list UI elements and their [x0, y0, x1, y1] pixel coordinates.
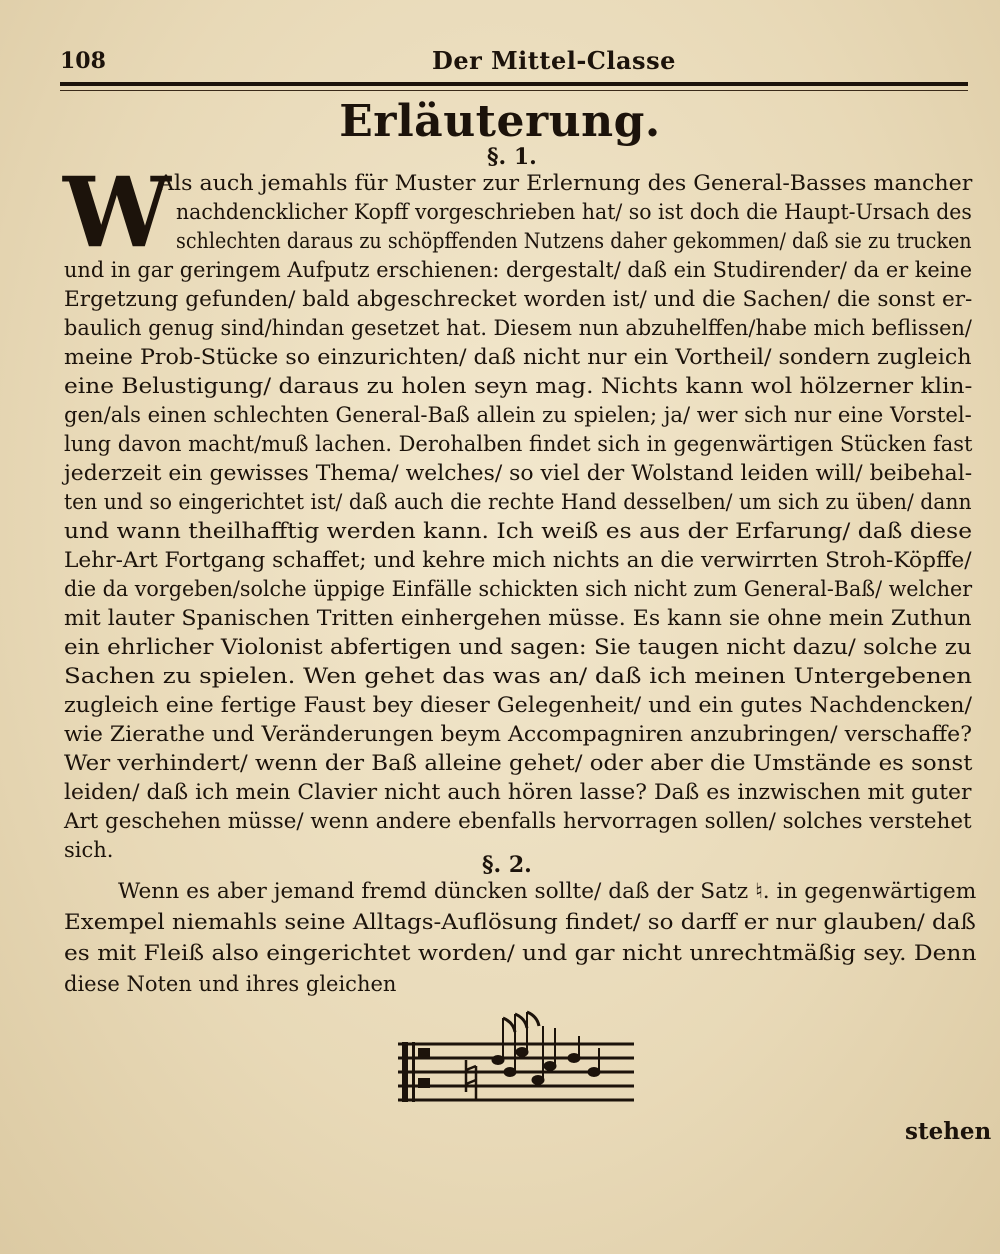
text-line: wie Zierathe und Veränderungen beym Accompagniren anzubringen/ verschaffe?	[64, 722, 973, 746]
text-line: es mit Fleiß also eingerichtet worden/ und gar nicht unrechtmäßig sey. Denn	[64, 941, 977, 965]
dropcap-initial: W	[63, 156, 171, 269]
text-line: und in gar geringem Aufputz erschienen: dergestalt/ daß ein Studirender/ da er keine	[64, 258, 973, 282]
text-line: mit lauter Spanischen Tritten einhergehen müsse. Es kann sie ohne mein Zuthun	[64, 606, 972, 630]
text-line: ten und so eingerichtet ist/ daß auch die rechte Hand desselben/ um sich zu üben/ dann	[64, 490, 972, 514]
page-number: 108	[60, 48, 106, 74]
text-line: Lehr-Art Fortgang schaffet; und kehre mich nichts an die verwirrten Stroh-Köpffe/	[64, 548, 972, 572]
text-line: Art geschehen müsse/ wenn andere ebenfalls hervorragen sollen/ solches verstehet	[64, 809, 972, 833]
text-line: Wenn es aber jemand fremd düncken sollte/ daß der Satz ♮. in gegenwärtigem	[118, 879, 977, 903]
text-line: Exempel niemahls seine Alltags-Auflösung findet/ so darff er nur glauben/ daß	[64, 910, 976, 934]
text-line: ein ehrlicher Violonist abfertigen und sagen: Sie taugen nicht dazu/ solche zu	[64, 635, 972, 659]
text-line: die da vorgeben/solche üppige Einfälle schickten sich nicht zum General-Baß/ welcher	[64, 577, 973, 601]
catchword: stehen	[905, 1118, 992, 1145]
text-line: schlechten daraus zu schöpffenden Nutzens daher gekommen/ daß sie zu trucken	[176, 229, 972, 253]
text-line: lung davon macht/muß lachen. Derohalben findet sich in gegenwärtigen Stücken fast	[64, 432, 973, 456]
text-line: und wann theilhafftig werden kann. Ich weiß es aus der Erfarung/ daß diese	[64, 519, 973, 543]
natural-sign-icon	[466, 1060, 476, 1100]
text-line: Wer verhindert/ wenn der Baß alleine gehet/ oder aber die Umstände es sonst	[64, 751, 973, 775]
text-line: sich.	[64, 838, 114, 862]
text-line: leiden/ daß ich mein Clavier nicht auch hören lasse? Daß es inzwischen mit guter	[64, 780, 972, 804]
section-title: Erläuterung.	[339, 96, 661, 147]
text-line: Ergetzung gefunden/ bald abgeschrecket worden ist/ und die Sachen/ die sonst er-	[64, 287, 973, 311]
music-notes	[492, 1012, 600, 1085]
music-example	[398, 1008, 638, 1104]
header-rule-thin	[60, 90, 968, 91]
paragraph-number-2: §. 2.	[482, 852, 532, 878]
text-line: Als auch jemahls für Muster zur Erlernung des General-Basses mancher	[158, 171, 973, 195]
text-line: jederzeit ein gewisses Thema/ welches/ so viel der Wolstand leiden will/ beibehal-	[64, 461, 973, 485]
page-header	[60, 42, 970, 82]
text-line: zugleich eine fertige Faust bey dieser Gelegenheit/ und ein gutes Nachdencken/	[64, 693, 973, 717]
paragraph-number-1: §. 1.	[487, 144, 537, 170]
text-line: Sachen zu spielen. Wen gehet das was an/ daß ich meinen Untergebenen	[64, 664, 972, 688]
text-line: gen/als einen schlechten General-Baß allein zu spielen; ja/ wer sich nur eine Vorstel-	[64, 403, 972, 427]
header-rule	[60, 82, 968, 86]
text-line: diese Noten und ihres gleichen	[64, 972, 397, 996]
text-line: baulich genug sind/hindan gesetzet hat. Diesem nun abzuhelffen/habe mich beflissen/	[64, 316, 972, 340]
text-line: nachdencklicher Kopff vorgeschrieben hat/ so ist doch die Haupt-Ursach des	[176, 200, 972, 224]
text-line: eine Belustigung/ daraus zu holen seyn mag. Nichts kann wol hölzerner klin-	[64, 374, 973, 398]
running-head: Der Mittel-Classe	[432, 46, 676, 75]
text-line: meine Prob-Stücke so einzurichten/ daß nicht nur ein Vortheil/ sondern zugleich	[64, 345, 972, 369]
